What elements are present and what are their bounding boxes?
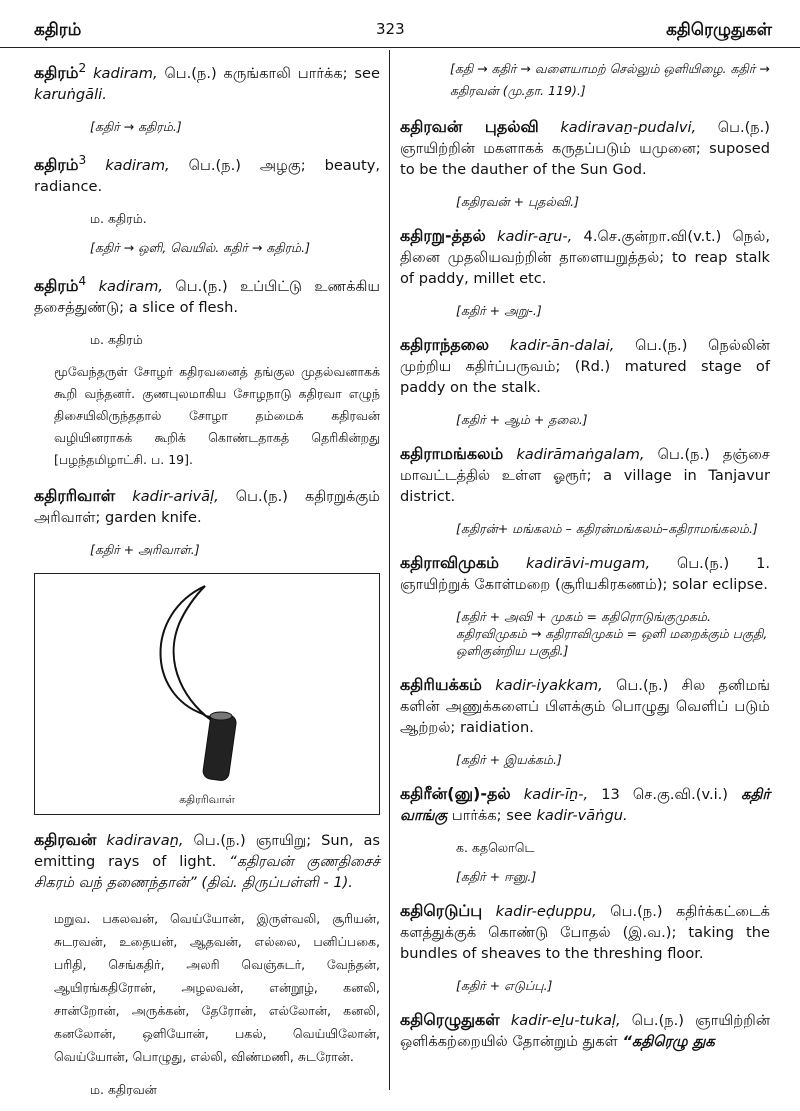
entry-kadir-eduppu — [400, 900, 770, 964]
transliteration: kadirāmaṅgalam, — [516, 446, 645, 463]
transliteration: kadir-aṟu-, — [497, 228, 573, 245]
quotation-paragraph: மூவேந்தருள் சோழர் கதிரவனைத் தங்குல முதல்வனாகக் கூறி வந்தனர். குணபுலமாகிய சோழநாடு கதிரவா எழுந் திசையிலிருந்ததால் சோழா தம்மைக் கதிரவன் வழியினராகக் கூறிக் கொண்டதாகத் தெரிகின்றது [பழந்தமிழாட்சி. ப. 19]. — [54, 363, 380, 467]
cognate: ம. கதிரவன் — [90, 1081, 157, 1097]
definition: பெ.(ந.) கருங்காலி பார்க்க; see — [157, 64, 380, 82]
homonym-number: 3 — [78, 152, 87, 167]
left-column — [34, 58, 380, 1111]
headword: கதிரவன் புதல்வி — [400, 117, 539, 136]
definition: பெ.(ந.) அழகு; beauty, radiance. — [34, 156, 381, 195]
cognate: க. கதலொடெ — [456, 840, 535, 855]
headword: கதிராமங்கலம் — [400, 444, 504, 463]
entry-kadiramangalam — [400, 443, 770, 507]
etymology: [கதிர் + எடுப்பு.] — [456, 978, 553, 993]
entry-kadir-iyakkam — [400, 674, 770, 738]
headword: கதிராந்தலை — [400, 335, 490, 354]
transliteration: kadiram, — [93, 64, 158, 82]
definition: 4.செ.குன்றா.வி(v.t.) நெல், தினை முதலியவற்றின் தாளையறுத்தல்; to reap stalk of paddy, millet etc. — [400, 228, 771, 287]
definition: பெ.(ந.) தஞ்சை மாவட்டத்தில் உள்ள ஓரூர்; a village in Tanjavur district. — [400, 446, 770, 505]
definition: பெ.(ந.) கதிரறுக்கும் அரிவாள்; garden knife. — [34, 487, 380, 526]
see-reference: karuṅgāli. — [34, 85, 107, 103]
header-left-guideword: கதிரம் — [34, 20, 82, 40]
entry-kadir-aru — [400, 225, 770, 289]
definition: பெ.(ந.) 1. ஞாயிற்றுக் கோள்மறை (சூரியகிரகணம்); solar eclipse. — [400, 555, 771, 593]
definition: பெ.(ந.) உப்பிட்டு உணக்கிய தசைத்துண்டு; a slice of flesh. — [34, 277, 380, 316]
headword: கதிராவிமுகம் — [400, 553, 500, 572]
see-reference-tamil: கதிர் வாங்கு — [400, 786, 771, 824]
headword: கதிரெழுதுகள் — [400, 1010, 500, 1029]
definition-cont: பார்க்க; see — [447, 807, 537, 824]
sickle-illustration — [35, 574, 379, 784]
transliteration: kadiravaṉ, — [106, 831, 184, 849]
definition: 13 செ.கு.வி.(v.i.) — [588, 786, 742, 803]
right-column — [400, 58, 770, 1066]
entry-kadiram-4 — [34, 271, 380, 318]
headword: கதிரீன்(னு)-தல் — [400, 784, 511, 803]
citation-quote: “கதிரவன் குணதிசைச் சிகரம் வந் தணைந்தான்” — [34, 852, 380, 891]
etymology: [கதிர் → ஒளி, வெயில். கதிர் → கதிரம்.] — [90, 239, 310, 255]
etymology: [கதிர் → கதிரம்.] — [90, 118, 182, 134]
entry-kadir-elu-tukal — [400, 1009, 770, 1052]
transliteration: kadir-īṉ-, — [523, 786, 589, 803]
citation-source: (திவ். திருப்பள்ளி - 1). — [196, 873, 353, 891]
entry-kadir-arival — [34, 485, 380, 528]
homonym-number: 2 — [78, 61, 87, 75]
etymology: [கதிர் + ஈனு.] — [456, 869, 537, 884]
transliteration: kadiravaṉ-pudalvi, — [560, 119, 697, 136]
definition: பெ.(ந.) சில தனிமங் களின் அணுக்களைப் பிளக்கும் பொழுது வெளிப் படும் ஆற்றல்; raidiation. — [400, 677, 771, 736]
etymology: [கதிரன்+ மங்கலம் – கதிரன்மங்கலம்–கதிராமங்கலம்.] — [456, 521, 758, 536]
page-number: 323 — [376, 20, 405, 38]
etymology: [கதிர் + அறு-.] — [456, 303, 542, 318]
definition: பெ.(ந.) கதிர்க்கட்டைக் களத்துக்குக் கொண்டு போதல் (இ.வ.); taking the bundles of sheaves to the threshing floor. — [400, 903, 770, 962]
headword: கதிரவன் — [34, 829, 97, 849]
entry-kadir-in — [400, 783, 770, 826]
sickle-figure — [34, 573, 380, 815]
transliteration: kadir-iyakkam, — [495, 677, 603, 694]
headword: கதிரம் — [34, 62, 79, 82]
entry-kadiram-3 — [34, 150, 380, 197]
definition: பெ.(ந.) ஞாயிற்றின் மகளாகக் கருதப்படும் யமுனை; suposed to be the dauther of the Sun God. — [400, 119, 771, 178]
definition: பெ.(ந.) ஞாயிற்றின் ஒளிக்கற்றையில் தோன்றும் துகள் — [400, 1012, 770, 1050]
headword: கதிரறு-த்தல் — [400, 226, 486, 245]
headword: கதிரெடுப்பு — [400, 901, 483, 920]
homonym-number: 4 — [78, 273, 87, 288]
etymology: [கதிர் + இயக்கம்.] — [456, 752, 562, 767]
etymology: [கதிர் + அரிவாள்.] — [90, 541, 200, 557]
transliteration: kadir-arivāḷ, — [132, 487, 219, 505]
etymology: [கதிர் + அவி + முகம் = கதிரொடுங்குமுகம். கதிரவிமுகம் → கதிராவிமுகம் = ஒளி மறைக்கும் பகுதி, ஒளிகுன்றிய பகுதி.] — [456, 609, 768, 658]
transliteration: kadirāvi-mugam, — [525, 555, 651, 572]
headword: கதிரியக்கம் — [400, 675, 482, 694]
etymology: [கதிரவன் + புதல்வி.] — [456, 194, 579, 209]
see-reference: kadir-vāṅgu. — [536, 807, 628, 824]
entry-kadir-an-dalai — [400, 334, 770, 398]
definition: பெ.(ந.) ஞாயிறு; Sun, as emitting rays of light. — [34, 831, 380, 870]
column-divider — [389, 50, 390, 1090]
headword: கதிரம் — [34, 275, 79, 295]
transliteration: kadir-ān-dalai, — [509, 337, 615, 354]
figure-caption: கதிரரிவாள் — [179, 792, 235, 806]
cognate: ம. கதிரம். — [90, 210, 147, 226]
entry-kadiravan — [34, 829, 380, 893]
transliteration: kadir-eḍuppu, — [495, 903, 597, 920]
synonyms: மறுவ. பகலவன், வெய்யோன், இருள்வலி, சூரியன், சுடரவன், உதையன், ஆதவன், எல்லை, பனிப்பகை, பரிதி, செங்கதிர், அலரி வெஞ்சுடர், வேந்தன், ஆயிரங்கதிரோன், அழலவன், என்றூழ், கனலி, சான்றோன், அருக்கன், தேரோன், எல்லோன், கனலி, கனலோன், ஒளியோன், பகல், வெய்யிலோன், வெய்யோன், பொழுது, எல்லி, விண்மணி, சுடரோன். — [54, 910, 380, 1064]
citation-quote: “கதிரெழு துக — [622, 1033, 715, 1050]
transliteration: kadiram, — [98, 277, 164, 295]
transliteration: kadiram, — [105, 156, 170, 174]
header-right-guideword: கதிரெழுதுகள் — [666, 20, 772, 40]
headword: கதிரரிவாள் — [34, 485, 116, 505]
etymology: [கதி → கதிர் → வளையாமற் செல்லும் ஒளியிழை. கதிர் → கதிரவன் (மு.தா. 119).] — [450, 61, 770, 98]
headword: கதிரம் — [34, 154, 79, 174]
definition: பெ.(ந.) நெல்லின் முற்றிய கதிர்ப்பருவம்; (Rd.) matured stage of paddy on the stalk. — [400, 337, 770, 396]
entry-kadiravan-pudalvi — [400, 116, 770, 180]
transliteration: kadir-eḻu-tukaḷ, — [510, 1012, 621, 1029]
header-rule — [0, 47, 800, 48]
etymology: [கதிர் + ஆம் + தலை.] — [456, 412, 588, 427]
entry-kadiram-2 — [34, 58, 380, 105]
cognate: ம. கதிரம் — [90, 331, 143, 347]
entry-kadiravi-mugam — [400, 552, 770, 595]
